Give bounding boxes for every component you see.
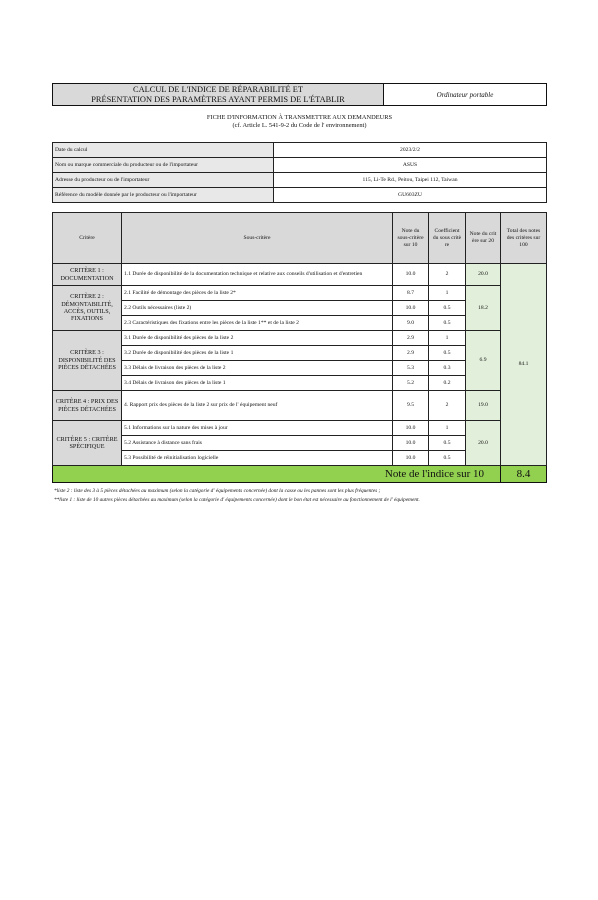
sub-criterion-score: 5.3 <box>393 361 429 376</box>
sub-criterion-coef: 0.5 <box>429 301 466 316</box>
sub-criterion-score: 2.9 <box>393 346 429 361</box>
info-label: Nom ou marque commerciale du producteur ou de l'importateur <box>53 158 274 173</box>
sub-criterion-coef: 2 <box>429 264 466 286</box>
sub-criterion-coef: 0.3 <box>429 361 466 376</box>
product-category: Ordinateur portable <box>384 84 547 106</box>
header-table <box>52 83 547 106</box>
info-label: Référence du modèle donnée par le producteur ou l'importateur <box>53 188 274 203</box>
sub-criterion-label: 5.1 Informations sur la nature des mises à jour <box>122 421 393 436</box>
sub-criterion-score: 10.0 <box>393 264 429 286</box>
info-row-date <box>53 143 547 158</box>
sub-criterion-score: 10.0 <box>393 421 429 436</box>
index-label: Note de l'indice sur 10 <box>53 466 501 483</box>
sub-criterion-coef: 0.5 <box>429 346 466 361</box>
table-row <box>53 391 547 421</box>
sub-criterion-score: 2.9 <box>393 331 429 346</box>
sub-criterion-label: 2.1 Facilité de démontage des pièces de la liste 2* <box>122 286 393 301</box>
footnote-liste-1: **liste 1 : liste de 10 autres pièces détachées au maximum (selon la catégorie d' équipements concernée) dont le bon état est nécessaire au fonctionnement de l' équipement. <box>54 496 420 503</box>
info-value: 115, Li-Te Rd., Peitou, Taipei 112, Taiwan <box>274 173 547 188</box>
footnote-liste-2: *liste 2 : liste des 3 à 5 pièces détachées au maximum (selon la catégorie d' équipements concernée) dont la casse ou les pannes sont les plus fréquentes ; <box>54 488 381 494</box>
sub-criterion-label: 2.2 Outils nécessaires (liste 2) <box>122 301 393 316</box>
sub-criterion-score: 10.0 <box>393 436 429 451</box>
footnotes <box>54 487 549 504</box>
sub-criterion-coef: 1 <box>429 331 466 346</box>
info-row-model <box>53 188 547 203</box>
sub-criterion-score: 5.2 <box>393 376 429 391</box>
sub-criterion-coef: 2 <box>429 391 466 421</box>
criterion-note: 18.2 <box>466 286 501 331</box>
col-header-critere: Critère <box>53 213 122 264</box>
info-label: Adresse du producteur ou de l'importateur <box>53 173 274 188</box>
index-value: 8.4 <box>501 466 547 483</box>
sub-criterion-label: 3.2 Durée de disponibilité des pièces de la liste 1 <box>122 346 393 361</box>
sub-criterion-label: 3.1 Durée de disponibilité des pièces de la liste 2 <box>122 331 393 346</box>
info-value: GU603ZU <box>274 188 547 203</box>
info-row-brand <box>53 158 547 173</box>
col-header-coefficient: Coefficient du sous critè re <box>429 213 466 264</box>
sub-criterion-score: 10.0 <box>393 301 429 316</box>
sub-criterion-label: 3.3 Délais de livraison des pièces de la liste 2 <box>122 361 393 376</box>
criterion-label: CRITÈRE 1 : DOCUMENTATION <box>53 264 122 286</box>
col-header-total: Total des notes des critères sur 100 <box>501 213 547 264</box>
sub-criterion-coef: 1 <box>429 421 466 436</box>
criterion-label: CRITÈRE 3 : DISPONIBILITÉ DES PIÈCES DÉTACHÉES <box>53 331 122 391</box>
criterion-note: 20.0 <box>466 264 501 286</box>
sub-criterion-coef: 1 <box>429 286 466 301</box>
criterion-label: CRITÈRE 2 : DÉMONTABILITÉ, ACCÈS, OUTILS, FIXATIONS <box>53 286 122 331</box>
sub-criterion-coef: 0.5 <box>429 436 466 451</box>
criterion-note: 6.9 <box>466 331 501 391</box>
sub-criterion-score: 10.0 <box>393 451 429 466</box>
info-value: ASUS <box>274 158 547 173</box>
sub-criterion-label: 1.1 Durée de disponibilité de la documentation technique et relative aux conseils d'utilisation et d'entretien <box>122 264 393 286</box>
sub-criterion-coef: 0.2 <box>429 376 466 391</box>
fiche-line-1: FICHE D'INFORMATION À TRANSMETTRE AUX DEMANDEURS <box>206 114 393 121</box>
sub-criterion-label: 5.2 Assistance à distance sans frais <box>122 436 393 451</box>
table-row <box>53 331 547 346</box>
col-header-sous-critere: Sous-critère <box>122 213 393 264</box>
score-table <box>52 212 547 483</box>
fiche-line-2: (cf. Article L. 541-9-2 du Code de l' environnement) <box>232 122 367 129</box>
criterion-note: 19.0 <box>466 391 501 421</box>
info-row-address <box>53 173 547 188</box>
title-line-1: CALCUL DE L'INDICE DE RÉPARABILITÉ ET <box>132 84 303 94</box>
info-value: 2023/2/2 <box>274 143 547 158</box>
sub-criterion-coef: 0.5 <box>429 451 466 466</box>
sub-criterion-score: 8.7 <box>393 286 429 301</box>
criterion-note: 20.0 <box>466 421 501 466</box>
fiche-caption <box>52 114 547 130</box>
sub-criterion-label: 3.4 Délais de livraison des pièces de la liste 1 <box>122 376 393 391</box>
table-row <box>53 264 547 286</box>
title-line-2: PRÉSENTATION DES PARAMÈTRES AYANT PERMIS DE L'ÉTABLIR <box>91 94 345 104</box>
total-score: 84.1 <box>501 264 547 466</box>
score-footer <box>53 466 547 483</box>
col-header-note-sous: Note du sous-critère sur 10 <box>393 213 429 264</box>
info-label: Date du calcul <box>53 143 274 158</box>
info-table <box>52 142 547 203</box>
criterion-label: CRITÈRE 5 : CRITÈRE SPÉCIFIQUE <box>53 421 122 466</box>
score-table-header <box>53 213 547 264</box>
table-row <box>53 421 547 436</box>
table-row <box>53 286 547 301</box>
sub-criterion-coef: 0.5 <box>429 316 466 331</box>
criterion-label: CRITÈRE 4 : PRIX DES PIÈCES DÉTACHÉES <box>53 391 122 421</box>
sub-criterion-label: 5.3 Possibilité de réinitialisation logicielle <box>122 451 393 466</box>
sub-criterion-label: 4. Rapport prix des pièces de la liste 2 sur prix de l' équipement neuf <box>122 391 393 421</box>
sub-criterion-score: 9.0 <box>393 316 429 331</box>
sub-criterion-score: 9.5 <box>393 391 429 421</box>
document-title <box>53 84 384 106</box>
sub-criterion-label: 2.3 Caractéristiques des fixations entre les pièces de la liste 1** et de la liste 2 <box>122 316 393 331</box>
col-header-note-crit: Note du crit ère sur 20 <box>466 213 501 264</box>
